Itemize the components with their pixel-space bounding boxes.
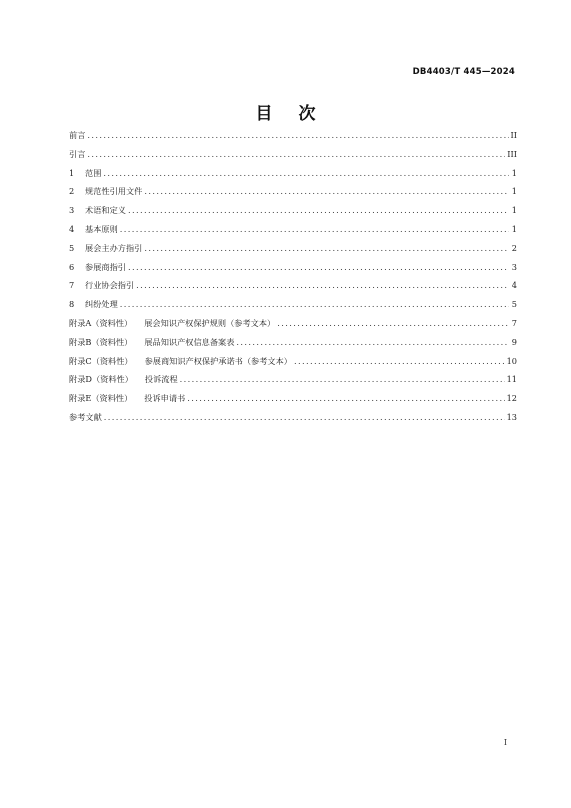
toc-entry[interactable] (69, 239, 517, 258)
toc-entry-text: 范围 (85, 167, 102, 178)
toc-entry-page: 2 (511, 242, 517, 253)
toc-entry-page: 13 (506, 411, 517, 422)
toc-entry-label (69, 164, 101, 183)
toc-entry[interactable] (69, 220, 517, 239)
toc-leader-dots (103, 164, 509, 183)
toc-entry-label (69, 370, 178, 389)
toc-entry-text: 附录B（资料性） (69, 336, 133, 347)
toc-entry-number: 4 (69, 223, 75, 234)
toc-leader-dots (128, 258, 509, 277)
toc-entry-text: 术语和定义 (85, 205, 126, 216)
toc-entry-text: 规范性引用文件 (85, 186, 143, 197)
toc-entry[interactable] (69, 295, 517, 314)
toc-entry[interactable] (69, 370, 517, 389)
toc-entry-label (69, 220, 118, 239)
toc-entry-label (69, 145, 85, 164)
table-of-contents (69, 126, 517, 427)
document-code: DB4403/T 445—2024 (412, 67, 515, 77)
toc-entry-page: 1 (511, 167, 517, 178)
toc-leader-dots (277, 314, 509, 333)
toc-entry-appendix-title: 投诉流程 (144, 374, 178, 385)
toc-entry-page: 4 (511, 280, 517, 291)
page-number: I (503, 738, 507, 747)
toc-leader-dots (104, 408, 505, 427)
toc-entry[interactable] (69, 126, 517, 145)
toc-leader-dots (120, 220, 509, 239)
toc-entry-appendix-title: 参展商知识产权保护承诺书（参考文本） (144, 355, 292, 366)
toc-entry-page: 1 (511, 223, 517, 234)
toc-entry-label (69, 389, 185, 408)
toc-entry-number: 1 (69, 167, 75, 178)
toc-entry-text: 行业协会指引 (85, 280, 135, 291)
toc-entry-text: 展会主办方指引 (85, 242, 143, 253)
toc-entry-label (69, 258, 126, 277)
toc-entry[interactable] (69, 182, 517, 201)
toc-entry-page: III (507, 148, 517, 159)
toc-leader-dots (144, 239, 509, 258)
toc-entry-label (69, 201, 126, 220)
toc-entry-text: 附录D（资料性） (69, 374, 133, 385)
toc-leader-dots (180, 370, 505, 389)
toc-entry-label (69, 352, 292, 371)
toc-entry[interactable] (69, 145, 517, 164)
toc-entry[interactable] (69, 201, 517, 220)
toc-leader-dots (294, 352, 505, 371)
toc-entry-label (69, 408, 102, 427)
toc-entry[interactable] (69, 258, 517, 277)
toc-entry[interactable] (69, 352, 517, 371)
toc-leader-dots (128, 201, 509, 220)
toc-entry-text: 附录A（资料性） (69, 317, 133, 328)
toc-entry-label (69, 182, 142, 201)
toc-leader-dots (120, 295, 509, 314)
toc-entry-appendix-title: 展品知识产权信息备案表 (144, 336, 235, 347)
toc-entry-text: 参考文献 (69, 411, 102, 422)
toc-entry-page: 5 (511, 299, 517, 310)
toc-entry-label (69, 295, 118, 314)
toc-entry-label (69, 239, 142, 258)
toc-entry-text: 纠纷处理 (85, 299, 118, 310)
page-title: 目次 (255, 104, 342, 124)
toc-entry-text: 前言 (69, 130, 86, 140)
toc-entry-label (69, 276, 134, 295)
toc-entry-text: 附录E（资料性） (69, 393, 133, 404)
toc-leader-dots (136, 276, 509, 295)
toc-leader-dots (236, 333, 509, 352)
toc-entry-label (69, 333, 234, 352)
toc-entry-number: 5 (69, 242, 75, 253)
toc-entry-appendix-title: 投诉申请书 (144, 393, 186, 404)
toc-entry-label (69, 126, 85, 145)
toc-entry-text: 基本原则 (85, 223, 118, 234)
toc-entry-page: 1 (511, 205, 517, 216)
toc-leader-dots (87, 126, 508, 145)
toc-entry-text: 参展商指引 (85, 261, 126, 272)
toc-entry[interactable] (69, 276, 517, 295)
toc-entry-number: 3 (69, 205, 75, 216)
toc-entry-page: 10 (506, 355, 517, 366)
toc-entry-number: 8 (69, 299, 75, 310)
toc-entry[interactable] (69, 408, 517, 427)
toc-entry-number: 7 (69, 280, 75, 291)
toc-entry-page: II (510, 130, 517, 140)
toc-leader-dots (87, 145, 505, 164)
toc-leader-dots (187, 389, 504, 408)
toc-entry-page: 11 (506, 374, 517, 385)
toc-entry-text: 附录C（资料性） (69, 355, 133, 366)
toc-entry[interactable] (69, 333, 517, 352)
toc-entry-number: 2 (69, 186, 75, 197)
toc-entry-page: 7 (511, 317, 517, 328)
toc-entry-page: 1 (511, 186, 517, 197)
toc-entry[interactable] (69, 164, 517, 183)
toc-entry-number: 6 (69, 261, 75, 272)
toc-entry-text: 引言 (69, 148, 86, 159)
toc-entry[interactable] (69, 314, 517, 333)
toc-entry-appendix-title: 展会知识产权保护规则（参考文本） (144, 317, 276, 328)
toc-entry-page: 3 (511, 261, 517, 272)
toc-entry-page: 12 (506, 393, 517, 404)
toc-entry-label (69, 314, 275, 333)
toc-entry[interactable] (69, 389, 517, 408)
toc-leader-dots (144, 182, 509, 201)
toc-entry-page: 9 (511, 336, 517, 347)
